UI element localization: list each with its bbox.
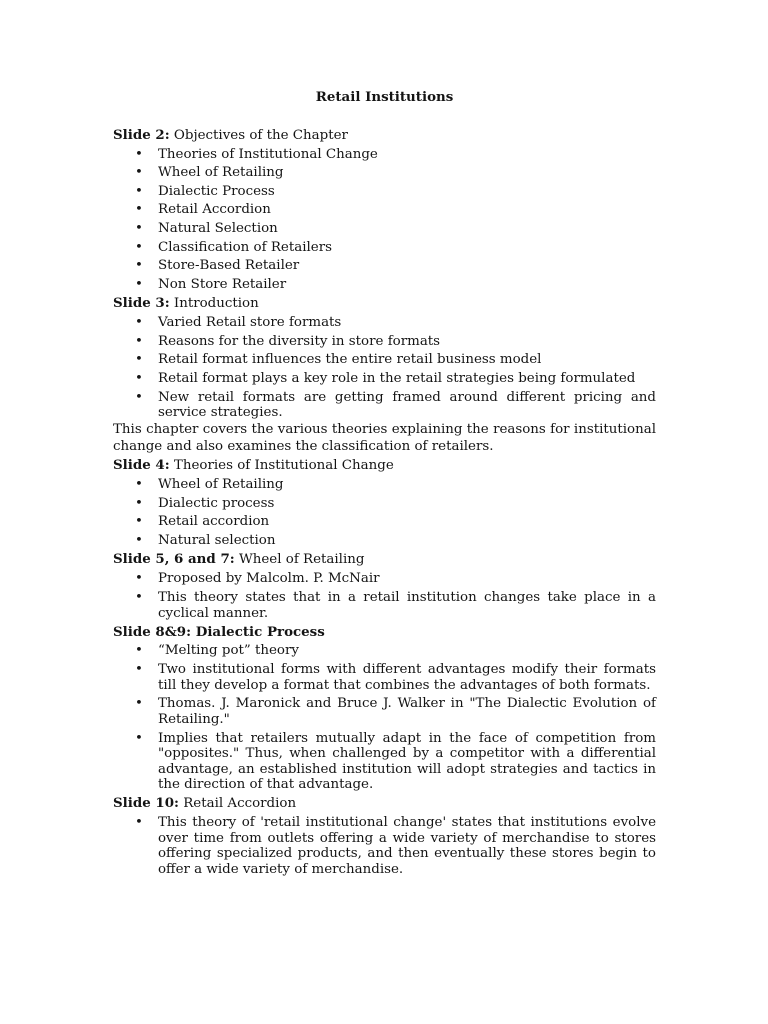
list-item: • Thomas. J. Maronick and Bruce J. Walker in "The Dialectic Evolution of Retailing.": [113, 695, 656, 729]
list-item: • Wheel of Retailing: [113, 476, 656, 495]
slide-3-list: [113, 314, 656, 422]
list-item: • Retail format plays a key role in the retail strategies being formulated: [113, 370, 656, 389]
list-item: • Retail format influences the entire retail business model: [113, 351, 656, 370]
slide-10-heading: [113, 794, 656, 814]
list-item: • Proposed by Malcolm. P. McNair: [113, 570, 656, 589]
slide-10-title: Retail Accordion: [178, 796, 297, 812]
list-item: • This theory of 'retail institutional change' states that institutions evolve over time from outlets offering a wide variety of merchandise to stores offering specialized products, and then eventually these stores begin to offer a wide variety of merchandise.: [113, 814, 656, 879]
list-item: • Retail accordion: [113, 513, 656, 532]
slide-4-title: Theories of Institutional Change: [169, 458, 394, 474]
slide-4-heading: [113, 456, 656, 476]
slide-8-9-label: Slide 8&9: Dialectic Process: [113, 623, 325, 640]
document-page: [113, 88, 656, 879]
list-item: • Retail Accordion: [113, 201, 656, 220]
list-item: • Theories of Institutional Change: [113, 146, 656, 165]
slide-2-heading: [113, 126, 656, 146]
list-item: • Natural selection: [113, 532, 656, 551]
slide-10-list: [113, 814, 656, 879]
slide-2-title: Objectives of the Chapter: [169, 128, 348, 143]
document-title: Retail Institutions: [315, 89, 454, 105]
slide-2-label: Slide 2:: [113, 127, 170, 143]
slide-3-heading: [113, 294, 656, 314]
slide-3-label: Slide 3:: [113, 295, 170, 312]
list-item: • Reasons for the diversity in store formats: [113, 333, 656, 352]
list-item: • Non Store Retailer: [113, 276, 656, 295]
slide-5-7-list: [113, 570, 656, 623]
slide-5-7-label: Slide 5, 6 and 7:: [113, 551, 235, 568]
list-item: • Implies that retailers mutually adapt in the face of competition from "opposites." Thus, when challenged by a competitor with a differential advantage, an established institution will adopt strategies and tactics in the direction of that advantage.: [113, 729, 656, 794]
list-item: • This theory states that in a retail institution changes take place in a cyclical manner.: [113, 589, 656, 623]
list-item: • Dialectic Process: [113, 183, 656, 202]
list-item: • “Melting pot” theory: [113, 642, 656, 661]
slide-8-9-heading: [113, 623, 656, 643]
list-item: • Two institutional forms with different advantages modify their formats till they develop a format that combines the advantages of both formats.: [113, 661, 656, 695]
slide-5-7-title: Wheel of Retailing: [234, 552, 365, 568]
list-item: • Natural Selection: [113, 220, 656, 239]
slide-5-7-heading: [113, 550, 656, 570]
list-item: • Store-Based Retailer: [113, 257, 656, 276]
slide-4-list: [113, 476, 656, 550]
list-item: • Wheel of Retailing: [113, 164, 656, 183]
list-item: • Classification of Retailers: [113, 239, 656, 258]
slide-8-9-list: [113, 642, 656, 794]
introduction-paragraph: This chapter covers the various theories explaining the reasons for institutional change and also examines the classification of retailers.: [113, 422, 656, 454]
slide-4-label: Slide 4:: [113, 457, 170, 474]
slide-3-title: Introduction: [169, 296, 259, 312]
slide-10-label: Slide 10:: [113, 795, 179, 812]
list-item: • New retail formats are getting framed around different pricing and service strategies.: [113, 388, 656, 422]
list-item: • Dialectic process: [113, 495, 656, 514]
list-item: • Varied Retail store formats: [113, 314, 656, 333]
slide-2-list: [113, 146, 656, 295]
